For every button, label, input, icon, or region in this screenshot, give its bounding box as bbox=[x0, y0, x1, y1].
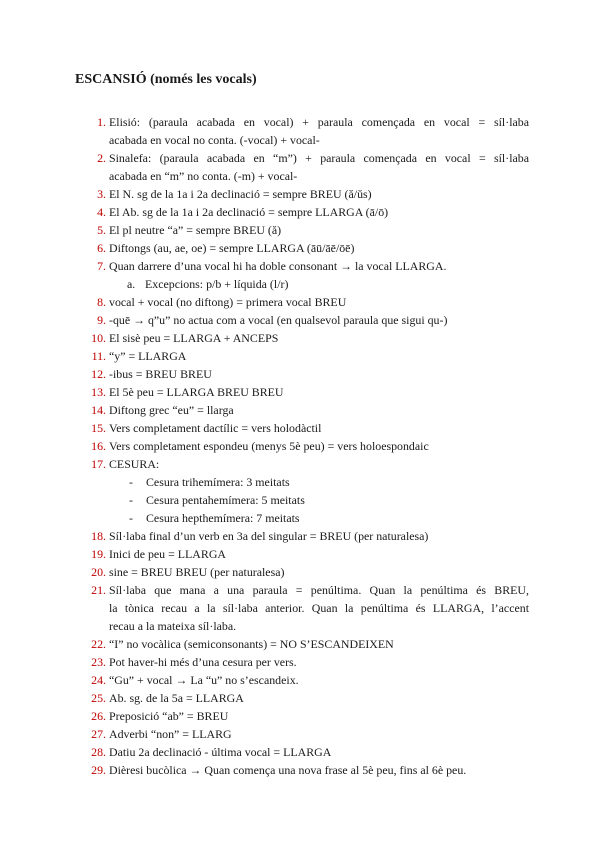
item-text-line: El pl neutre “a” = sempre BREU (ă) bbox=[109, 223, 282, 237]
dash-bullet: - bbox=[129, 511, 133, 525]
item-text-line: sine = BREU BREU (per naturalesa) bbox=[109, 565, 285, 579]
item-text-line: “y” = LLARGA bbox=[109, 349, 187, 363]
item-number: 22. bbox=[91, 637, 106, 651]
list-item bbox=[0, 653, 600, 671]
item-text-line: Elisió: (paraula acabada en vocal) + paraula començada en vocal = síl·laba bbox=[109, 115, 529, 129]
item-number: 24. bbox=[91, 673, 106, 687]
item-text bbox=[109, 383, 529, 401]
item-text-line: Adverbi “non” = LLARG bbox=[109, 727, 232, 741]
item-text-line: Diftongs (au, ae, oe) = sempre LLARGA (āū/āē/ōē) bbox=[109, 241, 355, 255]
list-item bbox=[0, 689, 600, 707]
item-text bbox=[109, 221, 529, 239]
item-text-line: Vers completament espondeu (menys 5è peu) = vers holoespondaic bbox=[109, 439, 429, 453]
item-text-line: El Ab. sg de la 1a i 2a declinació = sempre LLARGA (ā/ō) bbox=[109, 205, 389, 219]
item-text bbox=[109, 239, 529, 257]
item-text bbox=[109, 437, 529, 455]
numbered-list bbox=[0, 113, 600, 779]
item-text bbox=[109, 347, 529, 365]
item-text-line: El 5è peu = LLARGA BREU BREU bbox=[109, 385, 284, 399]
item-number: 5. bbox=[97, 223, 106, 237]
item-text-line: “I” no vocàlica (semiconsonants) = NO S’ESCANDEIXEN bbox=[109, 637, 394, 651]
item-text bbox=[109, 257, 529, 275]
list-item bbox=[0, 545, 600, 563]
item-text bbox=[109, 581, 529, 635]
item-text bbox=[109, 419, 529, 437]
item-text-line: acabada en “m” no conta. (-m) + vocal- bbox=[109, 169, 298, 183]
list-item bbox=[0, 635, 600, 653]
item-text bbox=[109, 671, 529, 689]
list-item bbox=[0, 347, 600, 365]
sub-item bbox=[0, 275, 600, 293]
item-text-line: recau a la mateixa síl·laba. bbox=[109, 619, 237, 633]
item-number: 6. bbox=[97, 241, 106, 255]
sub-item-marker: a. bbox=[127, 277, 136, 291]
list-item bbox=[0, 707, 600, 725]
page-title: ESCANSIÓ (només les vocals) bbox=[75, 72, 257, 87]
item-number: 29. bbox=[91, 763, 106, 777]
list-item bbox=[0, 365, 600, 383]
list-item bbox=[0, 527, 600, 545]
cesura-text: Cesura hepthemímera: 7 meitats bbox=[146, 511, 300, 525]
item-number: 15. bbox=[91, 421, 106, 435]
item-number: 25. bbox=[91, 691, 106, 705]
dash-bullet: - bbox=[129, 475, 133, 489]
item-text-line: vocal + vocal (no diftong) = primera vocal BREU bbox=[109, 295, 347, 309]
item-number: 3. bbox=[97, 187, 106, 201]
list-item bbox=[0, 383, 600, 401]
item-text bbox=[109, 365, 529, 383]
item-text-line: acabada en vocal no conta. (-vocal) + vocal- bbox=[109, 133, 320, 147]
item-number: 2. bbox=[97, 151, 106, 165]
item-text bbox=[109, 653, 529, 671]
item-text-line: Síl·laba que mana a una paraula = penúltima. Quan la penúltima és BREU, bbox=[109, 583, 529, 597]
item-number: 28. bbox=[91, 745, 106, 759]
item-text-line: Inici de peu = LLARGA bbox=[109, 547, 226, 561]
list-item bbox=[0, 401, 600, 419]
item-number: 13. bbox=[91, 385, 106, 399]
list-item bbox=[0, 329, 600, 347]
item-text bbox=[109, 635, 529, 653]
item-number: 16. bbox=[91, 439, 106, 453]
cesura-item bbox=[0, 491, 600, 509]
item-text bbox=[109, 113, 529, 149]
list-item bbox=[0, 311, 600, 329]
list-item bbox=[0, 725, 600, 743]
item-text bbox=[109, 527, 529, 545]
cesura-item bbox=[0, 509, 600, 527]
list-item bbox=[0, 455, 600, 473]
item-text bbox=[109, 743, 529, 761]
item-text-line: CESURA: bbox=[109, 457, 160, 471]
item-text-line: Ab. sg. de la 5a = LLARGA bbox=[109, 691, 244, 705]
item-text bbox=[109, 563, 529, 581]
cesura-text: Cesura pentahemímera: 5 meitats bbox=[146, 493, 305, 507]
item-number: 20. bbox=[91, 565, 106, 579]
item-text bbox=[109, 329, 529, 347]
cesura-text: Cesura trihemímera: 3 meitats bbox=[146, 475, 290, 489]
item-text bbox=[109, 311, 529, 329]
list-item bbox=[0, 563, 600, 581]
item-number: 19. bbox=[91, 547, 106, 561]
item-text bbox=[109, 293, 529, 311]
item-text bbox=[109, 401, 529, 419]
list-item bbox=[0, 761, 600, 779]
list-item bbox=[0, 113, 600, 149]
item-number: 12. bbox=[91, 367, 106, 381]
cesura-item bbox=[0, 473, 600, 491]
item-text-line: El sisè peu = LLARGA + ANCEPS bbox=[109, 331, 279, 345]
item-number: 21. bbox=[91, 583, 106, 597]
item-number: 7. bbox=[97, 259, 106, 273]
item-number: 8. bbox=[97, 295, 106, 309]
item-text bbox=[109, 707, 529, 725]
item-text bbox=[109, 545, 529, 563]
item-text-line: Síl·laba final d’un verb en 3a del singular = BREU (per naturalesa) bbox=[109, 529, 429, 543]
item-text-line: Pot haver-hi més d’una cesura per vers. bbox=[109, 655, 297, 669]
item-text bbox=[109, 149, 529, 185]
item-number: 4. bbox=[97, 205, 106, 219]
item-text-line: “Gu” + vocal → La “u” no s’escandeix. bbox=[109, 673, 299, 687]
item-text-line: El N. sg de la 1a i 2a declinació = sempre BREU (ă/ŭs) bbox=[109, 187, 372, 201]
list-item bbox=[0, 743, 600, 761]
item-text-line: la tònica recau a la síl·laba anterior. Quan la penúltima és LLARGA, l’accent bbox=[109, 601, 529, 615]
list-item bbox=[0, 221, 600, 239]
list-item bbox=[0, 293, 600, 311]
item-text-line: -quē → q”u” no actua com a vocal (en qualsevol paraula que sigui qu-) bbox=[109, 313, 448, 327]
list-item bbox=[0, 203, 600, 221]
item-text-line: Diftong grec “eu” = llarga bbox=[109, 403, 234, 417]
item-number: 11. bbox=[91, 349, 106, 363]
list-item bbox=[0, 185, 600, 203]
item-text bbox=[109, 455, 529, 473]
item-text-line: Sinalefa: (paraula acabada en “m”) + paraula començada en vocal = síl·laba bbox=[109, 151, 529, 165]
item-text-line: Quan darrere d’una vocal hi ha doble consonant → la vocal LLARGA. bbox=[109, 259, 447, 273]
item-text-line: Dièresi bucòlica → Quan comença una nova frase al 5è peu, fins al 6è peu. bbox=[109, 763, 467, 777]
list-item bbox=[0, 239, 600, 257]
sub-item-text: Excepcions: p/b + líquida (l/r) bbox=[145, 277, 289, 291]
list-item bbox=[0, 671, 600, 689]
item-text bbox=[109, 761, 529, 779]
item-number: 17. bbox=[91, 457, 106, 471]
item-number: 14. bbox=[91, 403, 106, 417]
item-text bbox=[109, 689, 529, 707]
item-text-line: -ibus = BREU BREU bbox=[109, 367, 212, 381]
dash-bullet: - bbox=[129, 493, 133, 507]
list-item bbox=[0, 437, 600, 455]
item-number: 18. bbox=[91, 529, 106, 543]
item-text-line: Vers completament dactílic = vers holodàctil bbox=[109, 421, 322, 435]
list-item bbox=[0, 257, 600, 275]
list-item bbox=[0, 419, 600, 437]
item-text bbox=[109, 203, 529, 221]
item-number: 1. bbox=[97, 115, 106, 129]
item-number: 26. bbox=[91, 709, 106, 723]
item-number: 9. bbox=[97, 313, 106, 327]
item-number: 23. bbox=[91, 655, 106, 669]
list-item bbox=[0, 149, 600, 185]
item-text bbox=[109, 185, 529, 203]
item-number: 27. bbox=[91, 727, 106, 741]
list-item bbox=[0, 581, 600, 635]
item-text bbox=[109, 725, 529, 743]
item-text-line: Preposició “ab” = BREU bbox=[109, 709, 229, 723]
item-text-line: Datiu 2a declinació - última vocal = LLARGA bbox=[109, 745, 332, 759]
item-number: 10. bbox=[91, 331, 106, 345]
